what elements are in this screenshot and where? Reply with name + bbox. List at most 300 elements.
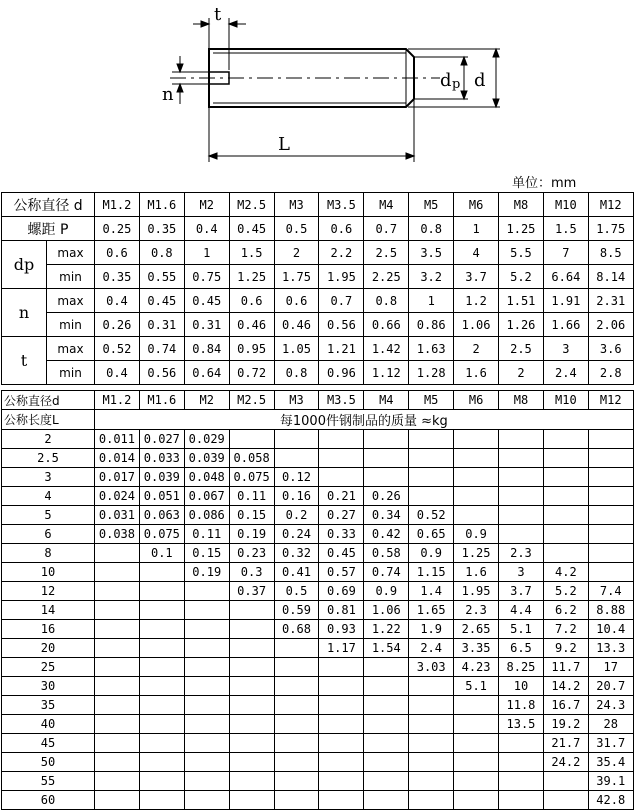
- mass-cell: 0.21: [319, 487, 364, 506]
- dimension-cell: 0.55: [139, 265, 184, 289]
- mass-row: [2, 487, 634, 506]
- mass-cell: [499, 487, 544, 506]
- mass-row: [2, 582, 634, 601]
- mass-cell: 1.25: [454, 544, 499, 563]
- mass-cell: [543, 525, 588, 544]
- dimension-cell: 2.5: [364, 241, 409, 265]
- mass-cell: [543, 487, 588, 506]
- mass-cell: [274, 772, 319, 791]
- mass-cell: [229, 430, 274, 449]
- mass-cell: [364, 430, 409, 449]
- mass-cell: 0.048: [184, 468, 229, 487]
- mass-cell: 0.075: [139, 525, 184, 544]
- size-header-cell: M10: [543, 193, 588, 217]
- mass-cell: 0.075: [229, 468, 274, 487]
- length-cell: 45: [2, 734, 95, 753]
- size-header-cell: M2.5: [229, 193, 274, 217]
- nominal-length-label: 公称长度L: [2, 410, 95, 430]
- mass-row: [2, 658, 634, 677]
- mass-cell: [95, 601, 140, 620]
- mass-cell: 1.65: [409, 601, 454, 620]
- dimension-cell: 2.4: [543, 361, 588, 385]
- length-cell: 25: [2, 658, 95, 677]
- dimension-cell: 1: [184, 241, 229, 265]
- mass-cell: 0.067: [184, 487, 229, 506]
- dimension-cell: 0.31: [184, 313, 229, 337]
- dimension-cell: 2.06: [588, 313, 633, 337]
- dimension-cell: 0.6: [274, 289, 319, 313]
- dim-n-label: n: [162, 84, 174, 105]
- dimension-cell: 0.86: [409, 313, 454, 337]
- mass-cell: 2.65: [454, 620, 499, 639]
- mass-note: 每1000件钢制品的质量 ≈kg: [95, 410, 634, 430]
- pitch-cell: 1.25: [499, 217, 544, 241]
- mass-cell: 0.93: [319, 620, 364, 639]
- mass-cell: [274, 696, 319, 715]
- mass-size-header-cell: M3.5: [319, 391, 364, 410]
- dimension-cell: 0.26: [95, 313, 140, 337]
- mass-size-header-row: [2, 391, 634, 410]
- mass-cell: 0.086: [184, 506, 229, 525]
- mass-cell: [95, 639, 140, 658]
- mass-cell: 1.9: [409, 620, 454, 639]
- pitch-cell: 0.45: [229, 217, 274, 241]
- mass-cell: 0.23: [229, 544, 274, 563]
- mass-cell: 0.011: [95, 430, 140, 449]
- mass-cell: 4.4: [499, 601, 544, 620]
- mass-cell: [454, 715, 499, 734]
- mass-cell: [409, 468, 454, 487]
- mass-cell: 3.03: [409, 658, 454, 677]
- mass-cell: 14.2: [543, 677, 588, 696]
- dimension-cell: 1.06: [454, 313, 499, 337]
- mass-cell: 5.1: [454, 677, 499, 696]
- mass-size-header-cell: M5: [409, 391, 454, 410]
- length-cell: 5: [2, 506, 95, 525]
- dimension-row: [2, 241, 634, 265]
- dimension-cell: 5.5: [499, 241, 544, 265]
- limit-label: min: [47, 361, 95, 385]
- dimension-cell: 2.5: [499, 337, 544, 361]
- mass-row: [2, 563, 634, 582]
- mass-cell: 0.063: [139, 506, 184, 525]
- mass-cell: [139, 563, 184, 582]
- mass-cell: [95, 677, 140, 696]
- mass-cell: 0.9: [454, 525, 499, 544]
- mass-cell: 0.19: [229, 525, 274, 544]
- size-header-cell: M2: [184, 193, 229, 217]
- mass-cell: [364, 696, 409, 715]
- mass-row: [2, 468, 634, 487]
- mass-cell: [184, 639, 229, 658]
- mass-table: [1, 390, 634, 810]
- size-header-cell: M12: [588, 193, 633, 217]
- mass-cell: 19.2: [543, 715, 588, 734]
- dimension-cell: 2: [454, 337, 499, 361]
- length-cell: 16: [2, 620, 95, 639]
- mass-cell: [364, 658, 409, 677]
- mass-cell: 21.7: [543, 734, 588, 753]
- mass-cell: [319, 468, 364, 487]
- dimension-cell: 1.91: [543, 289, 588, 313]
- pitch-cell: 0.5: [274, 217, 319, 241]
- mass-cell: 0.9: [409, 544, 454, 563]
- mass-row: [2, 639, 634, 658]
- dimension-cell: 3: [543, 337, 588, 361]
- mass-cell: [184, 696, 229, 715]
- mass-cell: [319, 715, 364, 734]
- dimension-cell: 1.66: [543, 313, 588, 337]
- mass-cell: [184, 601, 229, 620]
- mass-cell: 11.7: [543, 658, 588, 677]
- mass-cell: 1.22: [364, 620, 409, 639]
- mass-size-header-cell: M12: [588, 391, 633, 410]
- mass-size-header-cell: M1.2: [95, 391, 140, 410]
- mass-cell: [95, 715, 140, 734]
- mass-row: [2, 506, 634, 525]
- dimension-cell: 0.45: [184, 289, 229, 313]
- dimension-cell: 1.12: [364, 361, 409, 385]
- mass-cell: 0.039: [139, 468, 184, 487]
- pitch-cell: 1.5: [543, 217, 588, 241]
- mass-cell: [454, 487, 499, 506]
- dimension-cell: 3.5: [409, 241, 454, 265]
- mass-row: [2, 696, 634, 715]
- mass-cell: [543, 544, 588, 563]
- dimension-cell: 1.63: [409, 337, 454, 361]
- mass-cell: 0.15: [184, 544, 229, 563]
- mass-cell: 20.7: [588, 677, 633, 696]
- mass-cell: [454, 696, 499, 715]
- mass-cell: 0.69: [319, 582, 364, 601]
- limit-label: max: [47, 337, 95, 361]
- mass-cell: [588, 563, 633, 582]
- dimension-cell: 0.46: [274, 313, 319, 337]
- dimension-cell: 1.26: [499, 313, 544, 337]
- mass-cell: [229, 639, 274, 658]
- dimension-row: [2, 265, 634, 289]
- mass-cell: 0.37: [229, 582, 274, 601]
- mass-note-row: [2, 410, 634, 430]
- mass-cell: 0.24: [274, 525, 319, 544]
- dimension-cell: 2: [499, 361, 544, 385]
- mass-cell: 1.06: [364, 601, 409, 620]
- length-cell: 2: [2, 430, 95, 449]
- mass-cell: [454, 772, 499, 791]
- mass-row: [2, 715, 634, 734]
- mass-cell: [409, 487, 454, 506]
- mass-cell: 0.014: [95, 449, 140, 468]
- dimension-cell: 1.75: [274, 265, 319, 289]
- mass-cell: 0.051: [139, 487, 184, 506]
- mass-cell: [319, 772, 364, 791]
- mass-cell: [319, 753, 364, 772]
- dimension-cell: 1.5: [229, 241, 274, 265]
- mass-cell: [543, 449, 588, 468]
- mass-cell: [229, 753, 274, 772]
- dimension-cell: 5.2: [499, 265, 544, 289]
- dimension-cell: 0.84: [184, 337, 229, 361]
- size-header-cell: M8: [499, 193, 544, 217]
- dimension-cell: 0.4: [95, 289, 140, 313]
- mass-cell: 0.59: [274, 601, 319, 620]
- dimension-cell: 0.8: [274, 361, 319, 385]
- dimension-cell: 0.52: [95, 337, 140, 361]
- mass-cell: 35.4: [588, 753, 633, 772]
- mass-cell: [409, 430, 454, 449]
- dimension-cell: 0.4: [95, 361, 140, 385]
- mass-cell: [274, 734, 319, 753]
- mass-cell: [95, 658, 140, 677]
- dimension-symbol: dp: [2, 241, 47, 289]
- mass-cell: [454, 449, 499, 468]
- mass-cell: 0.19: [184, 563, 229, 582]
- dimension-cell: 2.2: [319, 241, 364, 265]
- mass-cell: 0.65: [409, 525, 454, 544]
- mass-size-header-cell: M10: [543, 391, 588, 410]
- mass-cell: [184, 677, 229, 696]
- mass-cell: [229, 715, 274, 734]
- mass-cell: [499, 772, 544, 791]
- size-header-cell: M3: [274, 193, 319, 217]
- limit-label: min: [47, 265, 95, 289]
- mass-cell: [499, 525, 544, 544]
- length-cell: 4: [2, 487, 95, 506]
- pitch-cell: 0.35: [139, 217, 184, 241]
- mass-cell: [274, 753, 319, 772]
- mass-cell: [364, 715, 409, 734]
- mass-cell: [409, 734, 454, 753]
- mass-cell: 0.68: [274, 620, 319, 639]
- mass-cell: [184, 658, 229, 677]
- mass-cell: 0.16: [274, 487, 319, 506]
- mass-cell: 13.5: [499, 715, 544, 734]
- dim-d-label: d: [474, 70, 486, 91]
- mass-cell: 0.1: [139, 544, 184, 563]
- mass-cell: 6.2: [543, 601, 588, 620]
- dim-dp-sub-label: p: [452, 77, 461, 92]
- mass-cell: 28: [588, 715, 633, 734]
- mass-row: [2, 753, 634, 772]
- mass-cell: [319, 677, 364, 696]
- mass-cell: 10: [499, 677, 544, 696]
- mass-cell: 1.4: [409, 582, 454, 601]
- dimension-cell: 0.35: [95, 265, 140, 289]
- unit-label: 单位：mm: [512, 176, 577, 191]
- length-cell: 10: [2, 563, 95, 582]
- mass-cell: [95, 563, 140, 582]
- dimension-cell: 0.64: [184, 361, 229, 385]
- mass-cell: [184, 582, 229, 601]
- mass-cell: [139, 753, 184, 772]
- mass-cell: [95, 772, 140, 791]
- dimension-cell: 0.7: [319, 289, 364, 313]
- mass-cell: [499, 753, 544, 772]
- mass-cell: [274, 715, 319, 734]
- length-cell: 35: [2, 696, 95, 715]
- pitch-cell: 1: [454, 217, 499, 241]
- mass-cell: 24.2: [543, 753, 588, 772]
- length-cell: 8: [2, 544, 95, 563]
- mass-cell: [409, 677, 454, 696]
- mass-cell: [229, 658, 274, 677]
- mass-cell: [139, 715, 184, 734]
- mass-cell: 0.81: [319, 601, 364, 620]
- mass-cell: 0.32: [274, 544, 319, 563]
- mass-cell: 1.95: [454, 582, 499, 601]
- dimension-row: [2, 361, 634, 385]
- mass-cell: [588, 430, 633, 449]
- dimension-row: [2, 313, 634, 337]
- mass-row: [2, 601, 634, 620]
- dimension-cell: 8.5: [588, 241, 633, 265]
- mass-cell: 0.45: [319, 544, 364, 563]
- dimension-symbol: n: [2, 289, 47, 337]
- length-cell: 2.5: [2, 449, 95, 468]
- dimension-cell: 0.46: [229, 313, 274, 337]
- dimension-cell: 0.8: [139, 241, 184, 265]
- dimension-cell: 0.74: [139, 337, 184, 361]
- mass-cell: [274, 658, 319, 677]
- mass-cell: 8.25: [499, 658, 544, 677]
- length-cell: 40: [2, 715, 95, 734]
- mass-cell: 0.029: [184, 430, 229, 449]
- mass-row: [2, 772, 634, 791]
- mass-cell: [409, 696, 454, 715]
- length-cell: 6: [2, 525, 95, 544]
- mass-cell: [139, 658, 184, 677]
- mass-cell: 39.1: [588, 772, 633, 791]
- pitch-cell: 0.7: [364, 217, 409, 241]
- mass-cell: [319, 430, 364, 449]
- limit-label: min: [47, 313, 95, 337]
- mass-cell: 0.031: [95, 506, 140, 525]
- dimension-cell: 0.56: [319, 313, 364, 337]
- mass-row: [2, 449, 634, 468]
- dimension-cell: 1.95: [319, 265, 364, 289]
- mass-size-header-cell: M1.6: [139, 391, 184, 410]
- mass-cell: 1.54: [364, 639, 409, 658]
- dimension-symbol: t: [2, 337, 47, 385]
- mass-cell: 3: [499, 563, 544, 582]
- mass-cell: [409, 753, 454, 772]
- mass-cell: [229, 772, 274, 791]
- mass-cell: [139, 696, 184, 715]
- mass-cell: 0.57: [319, 563, 364, 582]
- mass-cell: 0.033: [139, 449, 184, 468]
- mass-cell: 0.33: [319, 525, 364, 544]
- mass-cell: [454, 753, 499, 772]
- mass-cell: [184, 620, 229, 639]
- mass-cell: [543, 468, 588, 487]
- dim-dp-label: d: [440, 70, 452, 91]
- mass-cell: 9.2: [543, 639, 588, 658]
- mass-cell: [319, 696, 364, 715]
- mass-nominal-diameter-label: 公称直径d: [2, 391, 95, 410]
- mass-row: [2, 677, 634, 696]
- mass-cell: 2.4: [409, 639, 454, 658]
- mass-cell: 42.8: [588, 791, 633, 810]
- dimension-cell: 1.51: [499, 289, 544, 313]
- mass-cell: [499, 734, 544, 753]
- mass-cell: [454, 430, 499, 449]
- dimension-cell: 1.25: [229, 265, 274, 289]
- dimension-cell: 3.6: [588, 337, 633, 361]
- mass-row: [2, 544, 634, 563]
- mass-cell: [364, 468, 409, 487]
- length-cell: 30: [2, 677, 95, 696]
- mass-cell: 8.88: [588, 601, 633, 620]
- mass-cell: [319, 658, 364, 677]
- mass-cell: 0.11: [184, 525, 229, 544]
- mass-cell: [499, 430, 544, 449]
- mass-cell: [543, 430, 588, 449]
- mass-cell: [139, 772, 184, 791]
- mass-cell: [499, 468, 544, 487]
- mass-cell: 3.7: [499, 582, 544, 601]
- mass-cell: [409, 772, 454, 791]
- mass-cell: 0.12: [274, 468, 319, 487]
- dimension-cell: 0.95: [229, 337, 274, 361]
- mass-cell: [95, 734, 140, 753]
- pitch-cell: 0.4: [184, 217, 229, 241]
- mass-cell: 17: [588, 658, 633, 677]
- mass-size-header-cell: M3: [274, 391, 319, 410]
- dimension-cell: 0.6: [229, 289, 274, 313]
- dimension-cell: 4: [454, 241, 499, 265]
- mass-cell: 7.4: [588, 582, 633, 601]
- mass-cell: [274, 677, 319, 696]
- mass-cell: [139, 601, 184, 620]
- size-header-cell: M4: [364, 193, 409, 217]
- mass-cell: [274, 430, 319, 449]
- mass-cell: [139, 734, 184, 753]
- mass-cell: 1.17: [319, 639, 364, 658]
- dimension-cell: 1.42: [364, 337, 409, 361]
- mass-cell: 1.15: [409, 563, 454, 582]
- mass-size-header-cell: M2: [184, 391, 229, 410]
- size-header-cell: M5: [409, 193, 454, 217]
- mass-cell: [319, 449, 364, 468]
- dimension-cell: 1.05: [274, 337, 319, 361]
- dimension-cell: 0.75: [184, 265, 229, 289]
- dimension-row: [2, 337, 634, 361]
- dimension-cell: 2.8: [588, 361, 633, 385]
- mass-cell: [364, 677, 409, 696]
- mass-cell: [588, 449, 633, 468]
- mass-cell: 0.74: [364, 563, 409, 582]
- mass-cell: 2.3: [499, 544, 544, 563]
- mass-cell: [364, 734, 409, 753]
- mass-cell: 6.5: [499, 639, 544, 658]
- mass-cell: [274, 639, 319, 658]
- mass-cell: 3.35: [454, 639, 499, 658]
- mass-cell: [229, 734, 274, 753]
- mass-cell: 0.3: [229, 563, 274, 582]
- mass-cell: [499, 449, 544, 468]
- mass-cell: [588, 487, 633, 506]
- limit-label: max: [47, 241, 95, 265]
- dimension-cell: 2.25: [364, 265, 409, 289]
- length-cell: 60: [2, 791, 95, 810]
- mass-cell: [139, 639, 184, 658]
- length-cell: 3: [2, 468, 95, 487]
- mass-cell: [95, 544, 140, 563]
- mass-cell: [543, 772, 588, 791]
- mass-cell: 0.039: [184, 449, 229, 468]
- mass-row: [2, 620, 634, 639]
- dimension-cell: 0.66: [364, 313, 409, 337]
